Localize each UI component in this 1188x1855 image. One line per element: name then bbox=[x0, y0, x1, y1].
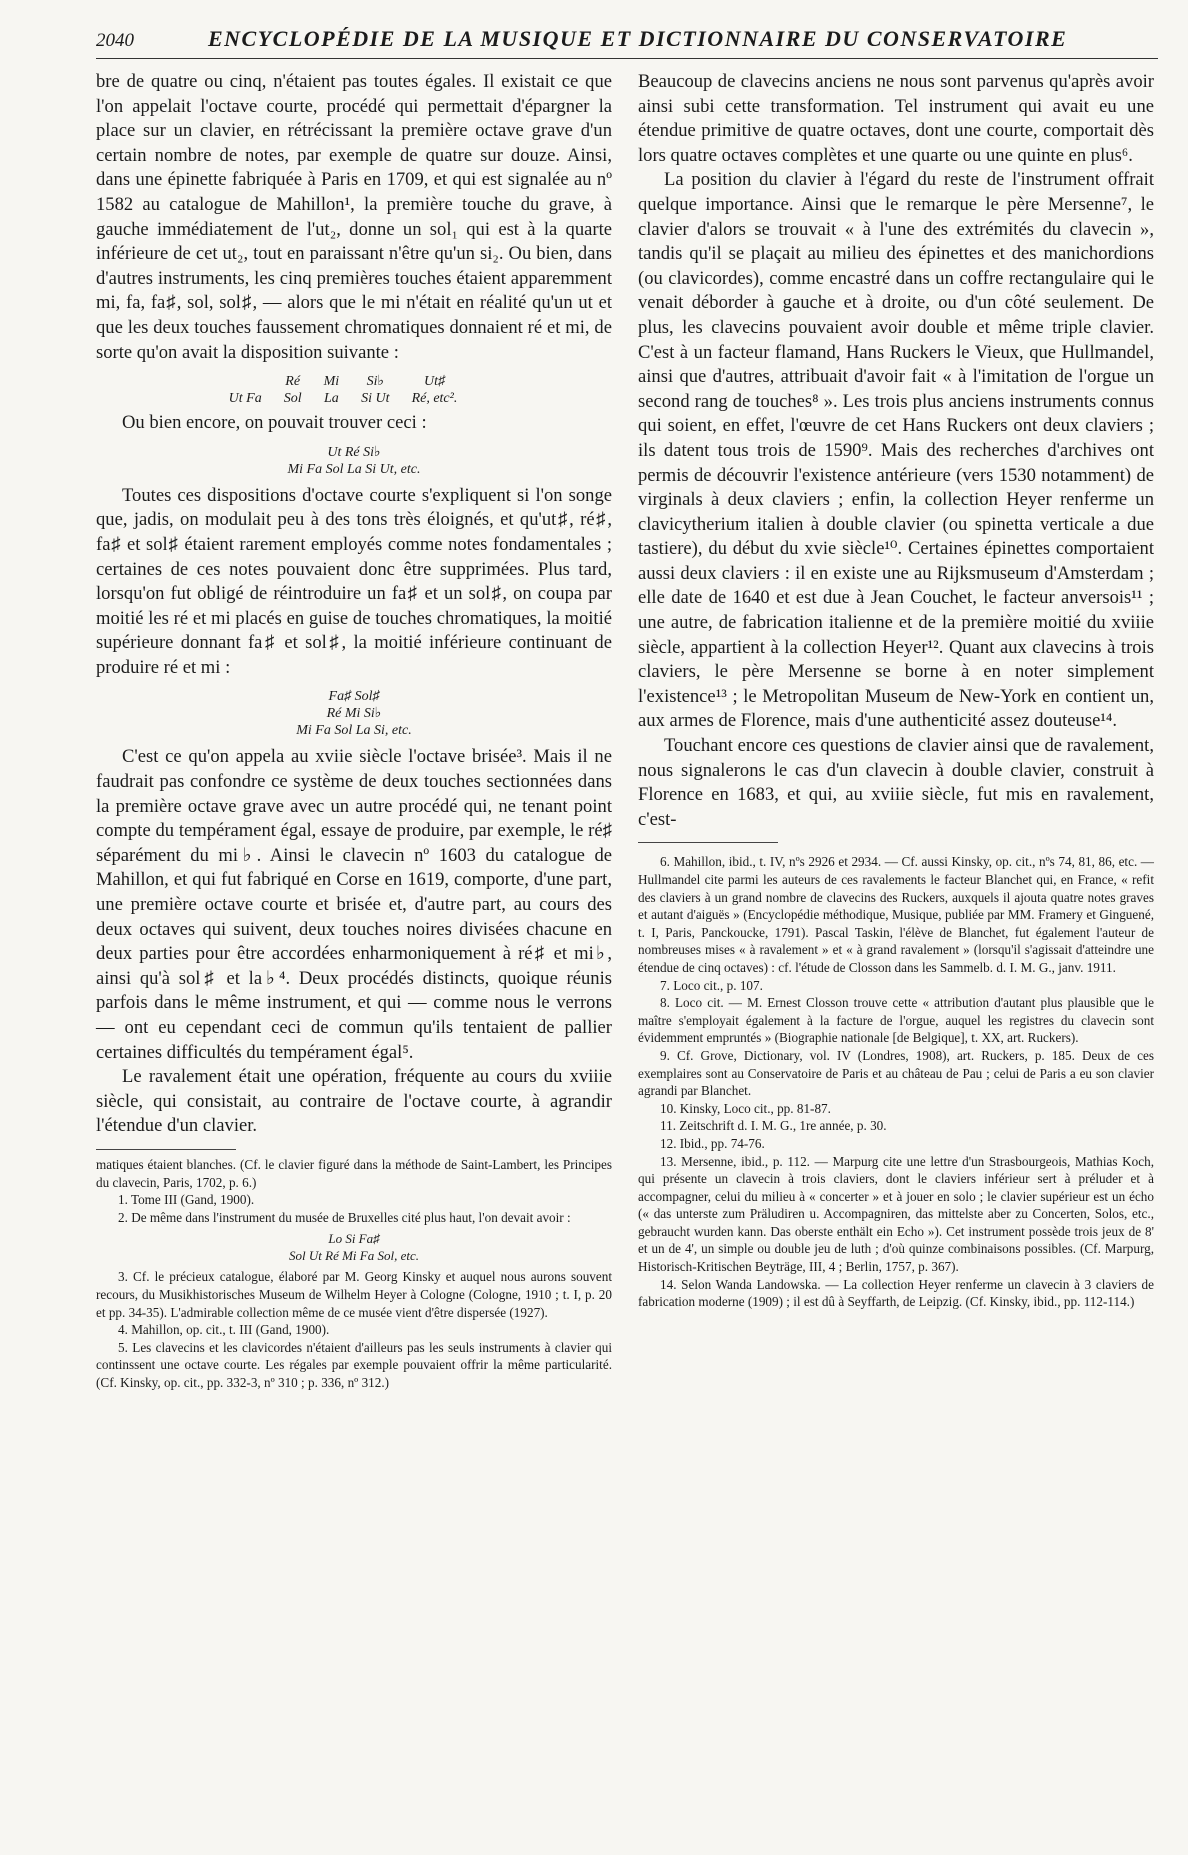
footnote: matiques étaient blanches. (Cf. le clavier figuré dans la méthode de Saint-Lambert, les Principes du clavecin, Paris, 1702, p. 6.) bbox=[96, 1156, 612, 1190]
paragraph: bre de quatre ou cinq, n'étaient pas toutes égales. Il existait ce que l'on appelait l'octave courte, procédé qui permettait d'épargner la place sur un clavier, en rétrécissant la première octave grave d'un certain nombre de notes, par exemple de quatre sur douze. Ainsi, dans une épinette fabriquée à Paris en 1709, et qui est signalée au nº 1582 au catalogue de Mahillon¹, la première touche du grave, à gauche immédiatement de l'ut₂, donne un sol₁ qui est à la quarte inférieure de cet ut₂, tout en paraissant n'être qu'un si₂. Ou bien, dans d'autres instruments, les cinq premières touches étaient apparemment mi, fa, fa♯, sol, sol♯, — alors que le mi n'était en réalité qu'un ut et que les deux touches faussement chromatiques donnaient ré et mi, de sorte qu'on avait la disposition suivante : bbox=[96, 71, 612, 363]
footnote: 2. De même dans l'instrument du musée de Bruxelles cité plus haut, l'on devait avoir : bbox=[118, 1209, 571, 1225]
scale-note: Si♭ bbox=[366, 374, 385, 390]
footnote: 7. Loco cit., p. 107. bbox=[660, 977, 763, 993]
left-body-text bbox=[96, 70, 612, 1139]
footnote: 14. Selon Wanda Landowska. — La collection Heyer renferme un clavecin à 3 claviers de fabrication moderne (1909) ; il est dû à Seyffarth, de Leipzig. (Cf. Kinsky, ibid., pp. 112-114.) bbox=[638, 1276, 1154, 1310]
scale-note: Si Ut bbox=[361, 391, 390, 407]
paragraph: Toutes ces dispositions d'octave courte s'expliquent si l'on songe que, jadis, on modulait peu à des tons très éloignés, et qu'ut♯, ré♯, fa♯ et sol♯ étaient rarement employés comme notes fondamentales ; certaines de ces notes pouvaient donc être supprimées. Plus tard, lorsqu'on fut obligé de réintroduire un fa♯ et un sol♯, on coupa par moitié les ré et mi placés en guise de touches chromatiques, la moitié supérieure donnant fa♯ et sol♯, la moitié inférieure continuant de produire ré et mi : bbox=[96, 484, 612, 678]
scale-note: Ut♯ bbox=[423, 374, 445, 390]
scale-note: Ré, etc². bbox=[411, 391, 458, 407]
left-column bbox=[96, 70, 612, 1392]
paragraph: Beaucoup de clavecins anciens ne nous sont parvenus qu'après avoir ainsi subi cette transformation. Tel instrument qui avait eu une étendue primitive de quatre octaves, dont une courte, comportait dès lors quatre octaves complètes et une quarte ou une quinte en plus⁶. bbox=[638, 71, 1154, 166]
note-scale-diagram bbox=[96, 1230, 612, 1264]
footnote: 5. Les clavecins et les clavicordes n'étaient d'ailleurs pas les seuls instruments à clavier qui continssent une octave courte. Les régales par exemple pouvaient offrir la même particularité. (Cf. Kinsky, op. cit., pp. 332-3, nº 310 ; p. 336, nº 312.) bbox=[96, 1339, 612, 1390]
footnote: 4. Mahillon, op. cit., t. III (Gand, 1900). bbox=[118, 1322, 330, 1338]
scale-line: Mi Fa Sol La Si, etc. bbox=[296, 723, 412, 739]
footnote: 1. Tome III (Gand, 1900). bbox=[118, 1192, 255, 1208]
left-footnotes bbox=[96, 1156, 612, 1392]
scale-line: Ut Ré Si♭ bbox=[327, 444, 381, 460]
page-header bbox=[96, 24, 1158, 59]
right-footnotes bbox=[638, 853, 1154, 1310]
footnote-separator bbox=[638, 842, 778, 843]
scale-line: Fa♯ Sol♯ bbox=[328, 689, 380, 705]
right-column bbox=[638, 70, 1154, 1311]
scale-note: Ré bbox=[285, 374, 301, 390]
footnote: 9. Cf. Grove, Dictionary, vol. IV (Londres, 1908), art. Ruckers, p. 185. Deux de ces exemplaires sont au Conservatoire de Paris et au château de Pau ; celui de Paris a eu son clavier agrandi par Blanchet. bbox=[638, 1047, 1154, 1099]
footnote: 13. Mersenne, ibid., p. 112. — Marpurg cite une lettre d'un Strasbourgeois, Mathias Koch, qui présente un clavecin à trois claviers, dont le claviers inférieur sert à préluder et à accompagner, celui du milieu à « concerter » et à jouer en solo ; le clavier supérieur est un écho (« das unterste zum Präludiren u. Accompagniren, das mittelste aber zu Concerten, Solos, etc., gebraucht wurden kann. Das oberste enthält ein Echo »). Cet instrument possède trois jeux de 8' et un de 4', un simple ou double jeu de luth ; d'où quinze combinaisons possibles. (Cf. Marpurg, Historisch-Kritischen Beyträge, III, 4 ; Berlin, 1757, p. 367). bbox=[638, 1153, 1154, 1275]
right-body-text bbox=[638, 70, 1154, 832]
scale-line: Sol Ut Ré Mi Fa Sol, etc. bbox=[289, 1248, 419, 1264]
scale-line: Ré Mi Si♭ bbox=[326, 706, 382, 722]
page-number: 2040 bbox=[96, 30, 134, 51]
note-scale-diagram bbox=[96, 444, 612, 478]
paragraph: La position du clavier à l'égard du reste de l'instrument offrait quelque importance. Ainsi que le remarque le père Mersenne⁷, le clavier d'alors se trouvait « à l'une des extrémités du clavecin », tandis qu'il se plaçait au milieu des épinettes et des manichordions (ou clavicordes), comme encastré dans un coffre rectangulaire qui le venait déborder à gauche et à droite, ou d'un côté seulement. De plus, les clavecins pouvaient avoir double et même triple clavier. C'est à un facteur flamand, Hans Ruckers le Vieux, que Hullmandel, ainsi que d'autres, attribuait d'avoir fait « à l'imitation de l'orgue un second rang de touches⁸ ». Les trois plus anciens instruments connus qui soient, en effet, l'œuvre de cet Hans Ruckers ont deux claviers ; ils datent tous trois de 1590⁹. Mais des recherches d'archives ont permis de découvrir l'existence antérieure (vers 1530 notamment) de virginals à deux claviers ; enfin, la collection Heyer renferme un clavicytherium italien à double clavier (ou spinetta verticale a due tastiere), du début du xvie siècle¹⁰. Certaines épinettes comportaient aussi deux claviers : il en existe une au Rijksmuseum d'Amsterdam ; elle date de 1640 et est due à Jean Couchet, le facteur anversois¹¹ ; une autre, de fabrication italienne et de la première moitié du xviiie siècle, appartient à la collection Heyer¹². Quant aux clavecins à trois claviers, le père Mersenne se borne à en noter simplement l'existence¹³ ; le Metropolitan Museum de New-York en contient un, aux armes de Florence, mais d'une authenticité assez douteuse¹⁴. bbox=[638, 169, 1154, 732]
note-scale-diagram bbox=[96, 373, 612, 407]
scale-note: Ut Fa bbox=[228, 391, 262, 407]
footnote: 11. Zeitschrift d. I. M. G., 1re année, p. 30. bbox=[660, 1118, 887, 1134]
scale-note: La bbox=[323, 391, 339, 407]
footnote: 10. Kinsky, Loco cit., pp. 81-87. bbox=[660, 1100, 831, 1116]
page-title: ENCYCLOPÉDIE DE LA MUSIQUE ET DICTIONNAIRE DU CONSERVATOIRE bbox=[208, 26, 1068, 51]
note-scale-diagram bbox=[96, 688, 612, 739]
paragraph: Touchant encore ces questions de clavier ainsi que de ravalement, nous signalerons le cas d'un clavecin à double clavier, construit à Florence en 1683, et qui, au xviiie siècle, fut mis en ravalement, c'est- bbox=[638, 735, 1154, 830]
footnote: 8. Loco cit. — M. Ernest Closson trouve cette « attribution d'autant plus plausible que le maître s'employait également à la facture de l'orgue, auquel les registres du clavecin sont évidemment empruntés » (Biographie nationale [de Belgique], t. XX, art. Ruckers). bbox=[638, 995, 1154, 1046]
paragraph: Le ravalement était une opération, fréquente au cours du xviiie siècle, qui consistait, au contraire de l'octave courte, à agrandir l'étendue d'un clavier. bbox=[96, 1066, 612, 1137]
scale-note: Sol bbox=[283, 391, 302, 407]
paragraph: Ou bien encore, on pouvait trouver ceci : bbox=[122, 412, 427, 434]
scale-line: Mi Fa Sol La Si Ut, etc. bbox=[287, 461, 421, 477]
footnote-separator bbox=[96, 1149, 236, 1150]
paragraph: C'est ce qu'on appela au xviie siècle l'octave brisée³. Mais il ne faudrait pas confondre ce système de deux touches sectionnées dans la première octave grave avec un autre procédé qui, ne tenant point compte du tempérament égal, essaye de produire, par exemple, le ré♯ séparément du mi♭. Ainsi le clavecin nº 1603 du catalogue de Mahillon, et qui fut fabriqué en Corse en 1619, comporte, d'une part, une première octave courte et brisée et, d'autre part, au cours des deux octaves qui suivent, deux touches noires divisées chacune en deux parties pour être accordées enharmoniquement à ré♯ et mi♭, ainsi qu'à sol♯ et la♭⁴. Deux procédés distincts, quoique réunis parfois dans le même instrument, et qui — comme nous le verrons — ont eu cependant ceci de commun qu'ils tentaient de pallier certaines difficultés du tempérament égal⁵. bbox=[96, 746, 612, 1063]
footnote: 12. Ibid., pp. 74-76. bbox=[660, 1135, 765, 1151]
scale-line: Lo Si Fa♯ bbox=[328, 1231, 380, 1247]
scale-note bbox=[229, 373, 262, 390]
scale-note: Mi bbox=[323, 374, 340, 390]
footnote: 6. Mahillon, ibid., t. IV, nºs 2926 et 2934. — Cf. aussi Kinsky, op. cit., nºs 74, 81, 86, etc. — Hullmandel cite parmi les auteurs de ces ravalements le facteur Blanchet qui, en France, « refit des claviers à un grand nombre de clavecins des Ruckers, auxquels il ajouta quatre notes graves et autant d'aiguës » (Encyclopédie méthodique, Musique, publiée par MM. Framery et Ginguené, t. I, Paris, Panckoucke, 1791). Pascal Taskin, l'élève de Blanchet, fut également l'auteur de nombreuses mises « à ravalement » et « à grand ravalement » (lorsqu'il s'agissait d'atteindre une étendue de cinq octaves) : cf. l'étude de Closson dans les Sammelb. d. I. M. G., janv. 1911. bbox=[638, 854, 1154, 975]
footnote: 3. Cf. le précieux catalogue, élaboré par M. Georg Kinsky et auquel nous aurons souvent recours, du Musikhistorisches Museum de Wilhelm Heyer à Cologne (Cologne, 1910 ; t. I, p. 20 et pp. 34-35). L'admirable collection même de ce musée vient d'être dispersée (1927). bbox=[96, 1269, 612, 1320]
